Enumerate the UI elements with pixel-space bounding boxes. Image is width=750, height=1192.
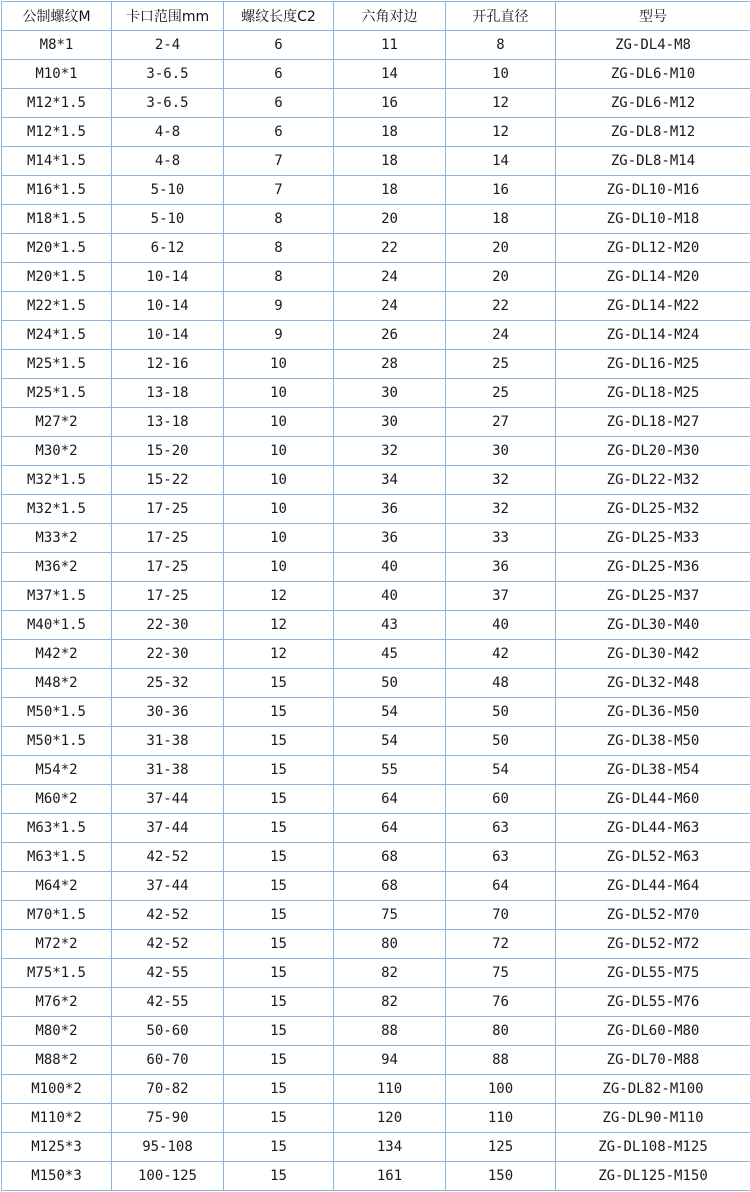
cell-clamp-range: 70-82 [112, 1075, 224, 1104]
cell-hex-size: 32 [334, 437, 446, 466]
cell-model: ZG-DL38-M54 [556, 756, 750, 785]
cell-hex-size: 34 [334, 466, 446, 495]
table-row [2, 205, 750, 234]
cell-clamp-range: 3-6.5 [112, 89, 224, 118]
table-row [2, 1075, 750, 1104]
cell-model: ZG-DL44-M64 [556, 872, 750, 901]
cell-hex-size: 18 [334, 176, 446, 205]
cell-model: ZG-DL16-M25 [556, 350, 750, 379]
cell-hole-diameter: 64 [446, 872, 556, 901]
cell-clamp-range: 15-20 [112, 437, 224, 466]
cell-hole-diameter: 8 [446, 31, 556, 60]
cell-model: ZG-DL25-M37 [556, 582, 750, 611]
cell-hole-diameter: 12 [446, 118, 556, 147]
cell-thread: M12*1.5 [2, 89, 112, 118]
cell-thread: M42*2 [2, 640, 112, 669]
cell-model: ZG-DL8-M12 [556, 118, 750, 147]
table-row [2, 321, 750, 350]
cell-clamp-range: 37-44 [112, 872, 224, 901]
cell-thread: M40*1.5 [2, 611, 112, 640]
cell-hex-size: 82 [334, 959, 446, 988]
cell-clamp-range: 4-8 [112, 147, 224, 176]
cell-thread: M25*1.5 [2, 379, 112, 408]
cell-thread-length: 9 [224, 321, 334, 350]
cell-thread-length: 15 [224, 785, 334, 814]
table-row [2, 1104, 750, 1133]
cell-thread-length: 8 [224, 205, 334, 234]
cell-clamp-range: 15-22 [112, 466, 224, 495]
cell-thread: M70*1.5 [2, 901, 112, 930]
cell-model: ZG-DL108-M125 [556, 1133, 750, 1162]
table-row [2, 640, 750, 669]
cell-thread: M88*2 [2, 1046, 112, 1075]
cell-clamp-range: 10-14 [112, 263, 224, 292]
cell-hex-size: 110 [334, 1075, 446, 1104]
cell-clamp-range: 42-52 [112, 843, 224, 872]
cell-hex-size: 134 [334, 1133, 446, 1162]
cell-hole-diameter: 50 [446, 727, 556, 756]
cell-thread-length: 8 [224, 263, 334, 292]
cell-model: ZG-DL20-M30 [556, 437, 750, 466]
cell-hex-size: 30 [334, 408, 446, 437]
cell-thread: M16*1.5 [2, 176, 112, 205]
cell-thread: M50*1.5 [2, 727, 112, 756]
cell-thread-length: 15 [224, 727, 334, 756]
cell-model: ZG-DL44-M60 [556, 785, 750, 814]
cell-thread-length: 15 [224, 872, 334, 901]
cell-hole-diameter: 14 [446, 147, 556, 176]
cell-clamp-range: 4-8 [112, 118, 224, 147]
cell-thread: M48*2 [2, 669, 112, 698]
cell-clamp-range: 3-6.5 [112, 60, 224, 89]
cell-model: ZG-DL44-M63 [556, 814, 750, 843]
cell-clamp-range: 17-25 [112, 553, 224, 582]
cell-model: ZG-DL125-M150 [556, 1162, 750, 1191]
cell-thread: M8*1 [2, 31, 112, 60]
cell-thread-length: 10 [224, 466, 334, 495]
cell-thread-length: 10 [224, 553, 334, 582]
cell-model: ZG-DL38-M50 [556, 727, 750, 756]
table-row [2, 263, 750, 292]
table-row [2, 901, 750, 930]
cell-model: ZG-DL90-M110 [556, 1104, 750, 1133]
cell-thread: M27*2 [2, 408, 112, 437]
cell-hex-size: 54 [334, 727, 446, 756]
cell-clamp-range: 95-108 [112, 1133, 224, 1162]
cell-thread-length: 15 [224, 988, 334, 1017]
cell-thread: M100*2 [2, 1075, 112, 1104]
cell-hex-size: 43 [334, 611, 446, 640]
cell-model: ZG-DL6-M10 [556, 60, 750, 89]
cell-thread-length: 15 [224, 814, 334, 843]
cell-hole-diameter: 24 [446, 321, 556, 350]
cell-clamp-range: 37-44 [112, 785, 224, 814]
cell-model: ZG-DL25-M36 [556, 553, 750, 582]
cell-thread: M10*1 [2, 60, 112, 89]
cell-hole-diameter: 25 [446, 379, 556, 408]
table-row [2, 31, 750, 60]
cell-hex-size: 64 [334, 785, 446, 814]
cell-hole-diameter: 30 [446, 437, 556, 466]
table-row [2, 843, 750, 872]
cell-thread: M150*3 [2, 1162, 112, 1191]
cell-hole-diameter: 110 [446, 1104, 556, 1133]
cell-hole-diameter: 36 [446, 553, 556, 582]
cell-thread-length: 15 [224, 698, 334, 727]
cell-hole-diameter: 10 [446, 60, 556, 89]
cell-thread-length: 15 [224, 1162, 334, 1191]
cell-model: ZG-DL25-M32 [556, 495, 750, 524]
cell-hex-size: 68 [334, 872, 446, 901]
cell-clamp-range: 10-14 [112, 321, 224, 350]
cell-model: ZG-DL14-M20 [556, 263, 750, 292]
table-row [2, 756, 750, 785]
cell-thread: M36*2 [2, 553, 112, 582]
cell-model: ZG-DL14-M22 [556, 292, 750, 321]
table-row [2, 988, 750, 1017]
table-row [2, 1162, 750, 1191]
cell-clamp-range: 42-55 [112, 959, 224, 988]
cell-clamp-range: 31-38 [112, 727, 224, 756]
cell-thread-length: 15 [224, 901, 334, 930]
cell-clamp-range: 17-25 [112, 582, 224, 611]
cell-thread: M20*1.5 [2, 234, 112, 263]
header-clamp-range: 卡口范围mm [112, 2, 224, 31]
table-row [2, 495, 750, 524]
cell-hole-diameter: 18 [446, 205, 556, 234]
cell-hole-diameter: 20 [446, 234, 556, 263]
cell-hex-size: 18 [334, 147, 446, 176]
cell-hole-diameter: 37 [446, 582, 556, 611]
header-model: 型号 [556, 2, 750, 31]
cell-thread: M24*1.5 [2, 321, 112, 350]
cell-hex-size: 28 [334, 350, 446, 379]
table-row [2, 350, 750, 379]
cell-thread: M50*1.5 [2, 698, 112, 727]
cell-thread-length: 15 [224, 1075, 334, 1104]
cell-thread-length: 12 [224, 582, 334, 611]
cell-clamp-range: 13-18 [112, 379, 224, 408]
spec-table [1, 1, 750, 1191]
cell-clamp-range: 5-10 [112, 205, 224, 234]
cell-hex-size: 161 [334, 1162, 446, 1191]
cell-model: ZG-DL30-M42 [556, 640, 750, 669]
cell-thread-length: 15 [224, 756, 334, 785]
cell-hole-diameter: 27 [446, 408, 556, 437]
cell-thread: M14*1.5 [2, 147, 112, 176]
cell-thread-length: 15 [224, 930, 334, 959]
cell-hole-diameter: 76 [446, 988, 556, 1017]
cell-clamp-range: 37-44 [112, 814, 224, 843]
table-row [2, 292, 750, 321]
cell-hex-size: 24 [334, 263, 446, 292]
cell-hole-diameter: 40 [446, 611, 556, 640]
cell-thread: M25*1.5 [2, 350, 112, 379]
cell-thread-length: 10 [224, 350, 334, 379]
cell-hex-size: 20 [334, 205, 446, 234]
cell-model: ZG-DL55-M76 [556, 988, 750, 1017]
cell-hole-diameter: 32 [446, 466, 556, 495]
cell-thread: M76*2 [2, 988, 112, 1017]
header-hex-size: 六角对边 [334, 2, 446, 31]
cell-thread-length: 12 [224, 611, 334, 640]
table-row [2, 959, 750, 988]
cell-hole-diameter: 150 [446, 1162, 556, 1191]
cell-hole-diameter: 88 [446, 1046, 556, 1075]
cell-clamp-range: 6-12 [112, 234, 224, 263]
cell-thread-length: 7 [224, 147, 334, 176]
cell-thread: M32*1.5 [2, 495, 112, 524]
cell-thread: M33*2 [2, 524, 112, 553]
cell-hole-diameter: 60 [446, 785, 556, 814]
cell-model: ZG-DL32-M48 [556, 669, 750, 698]
table-row [2, 669, 750, 698]
cell-model: ZG-DL10-M16 [556, 176, 750, 205]
cell-model: ZG-DL18-M27 [556, 408, 750, 437]
cell-clamp-range: 5-10 [112, 176, 224, 205]
cell-hole-diameter: 12 [446, 89, 556, 118]
cell-thread: M60*2 [2, 785, 112, 814]
cell-hex-size: 40 [334, 553, 446, 582]
cell-thread: M18*1.5 [2, 205, 112, 234]
cell-clamp-range: 2-4 [112, 31, 224, 60]
table-row [2, 466, 750, 495]
cell-model: ZG-DL52-M63 [556, 843, 750, 872]
cell-model: ZG-DL60-M80 [556, 1017, 750, 1046]
table-row [2, 379, 750, 408]
cell-thread: M63*1.5 [2, 843, 112, 872]
table-row [2, 814, 750, 843]
table-row [2, 698, 750, 727]
cell-clamp-range: 25-32 [112, 669, 224, 698]
cell-hole-diameter: 42 [446, 640, 556, 669]
table-row [2, 872, 750, 901]
cell-hex-size: 64 [334, 814, 446, 843]
cell-hex-size: 45 [334, 640, 446, 669]
cell-hole-diameter: 20 [446, 263, 556, 292]
cell-clamp-range: 42-52 [112, 930, 224, 959]
cell-model: ZG-DL22-M32 [556, 466, 750, 495]
cell-clamp-range: 22-30 [112, 640, 224, 669]
cell-thread-length: 10 [224, 495, 334, 524]
cell-hex-size: 18 [334, 118, 446, 147]
cell-clamp-range: 75-90 [112, 1104, 224, 1133]
cell-thread-length: 6 [224, 31, 334, 60]
table-row [2, 118, 750, 147]
table-row [2, 408, 750, 437]
cell-hex-size: 94 [334, 1046, 446, 1075]
table-body [2, 31, 750, 1191]
cell-hex-size: 40 [334, 582, 446, 611]
cell-model: ZG-DL8-M14 [556, 147, 750, 176]
cell-model: ZG-DL55-M75 [556, 959, 750, 988]
cell-model: ZG-DL82-M100 [556, 1075, 750, 1104]
cell-hex-size: 24 [334, 292, 446, 321]
cell-thread-length: 9 [224, 292, 334, 321]
table-row [2, 1017, 750, 1046]
cell-hex-size: 36 [334, 495, 446, 524]
cell-thread: M12*1.5 [2, 118, 112, 147]
cell-hex-size: 14 [334, 60, 446, 89]
table-row [2, 727, 750, 756]
cell-hex-size: 54 [334, 698, 446, 727]
cell-hole-diameter: 70 [446, 901, 556, 930]
cell-thread-length: 6 [224, 89, 334, 118]
cell-clamp-range: 12-16 [112, 350, 224, 379]
table-row [2, 437, 750, 466]
table-row [2, 582, 750, 611]
cell-thread: M125*3 [2, 1133, 112, 1162]
cell-model: ZG-DL4-M8 [556, 31, 750, 60]
cell-hole-diameter: 16 [446, 176, 556, 205]
header-thread-length: 螺纹长度C2 [224, 2, 334, 31]
cell-hex-size: 26 [334, 321, 446, 350]
cell-clamp-range: 60-70 [112, 1046, 224, 1075]
cell-hole-diameter: 125 [446, 1133, 556, 1162]
cell-thread-length: 15 [224, 1046, 334, 1075]
cell-model: ZG-DL52-M72 [556, 930, 750, 959]
header-row [2, 2, 750, 31]
cell-thread-length: 15 [224, 1133, 334, 1162]
table-row [2, 176, 750, 205]
cell-hex-size: 11 [334, 31, 446, 60]
cell-hole-diameter: 50 [446, 698, 556, 727]
cell-hole-diameter: 33 [446, 524, 556, 553]
cell-thread: M54*2 [2, 756, 112, 785]
table-row [2, 60, 750, 89]
cell-clamp-range: 42-52 [112, 901, 224, 930]
cell-clamp-range: 31-38 [112, 756, 224, 785]
table-row [2, 611, 750, 640]
cell-hole-diameter: 72 [446, 930, 556, 959]
cell-clamp-range: 22-30 [112, 611, 224, 640]
cell-thread-length: 10 [224, 524, 334, 553]
cell-hex-size: 16 [334, 89, 446, 118]
cell-thread-length: 10 [224, 379, 334, 408]
cell-hex-size: 80 [334, 930, 446, 959]
cell-hole-diameter: 75 [446, 959, 556, 988]
cell-thread: M30*2 [2, 437, 112, 466]
cell-thread: M22*1.5 [2, 292, 112, 321]
cell-thread-length: 15 [224, 843, 334, 872]
cell-hole-diameter: 80 [446, 1017, 556, 1046]
table-row [2, 553, 750, 582]
cell-model: ZG-DL25-M33 [556, 524, 750, 553]
cell-thread: M63*1.5 [2, 814, 112, 843]
cell-thread-length: 15 [224, 669, 334, 698]
cell-thread: M20*1.5 [2, 263, 112, 292]
cell-hole-diameter: 48 [446, 669, 556, 698]
cell-clamp-range: 17-25 [112, 524, 224, 553]
table-row [2, 89, 750, 118]
cell-thread: M37*1.5 [2, 582, 112, 611]
cell-thread-length: 10 [224, 408, 334, 437]
cell-clamp-range: 42-55 [112, 988, 224, 1017]
table-row [2, 147, 750, 176]
cell-thread-length: 15 [224, 959, 334, 988]
cell-thread: M80*2 [2, 1017, 112, 1046]
cell-hex-size: 30 [334, 379, 446, 408]
cell-model: ZG-DL12-M20 [556, 234, 750, 263]
cell-thread-length: 10 [224, 437, 334, 466]
cell-clamp-range: 13-18 [112, 408, 224, 437]
cell-model: ZG-DL10-M18 [556, 205, 750, 234]
cell-hole-diameter: 63 [446, 843, 556, 872]
cell-model: ZG-DL36-M50 [556, 698, 750, 727]
cell-hex-size: 36 [334, 524, 446, 553]
cell-thread-length: 15 [224, 1017, 334, 1046]
cell-clamp-range: 30-36 [112, 698, 224, 727]
table-row [2, 1046, 750, 1075]
cell-clamp-range: 17-25 [112, 495, 224, 524]
cell-thread-length: 6 [224, 60, 334, 89]
cell-thread-length: 12 [224, 640, 334, 669]
cell-hole-diameter: 22 [446, 292, 556, 321]
cell-clamp-range: 50-60 [112, 1017, 224, 1046]
cell-model: ZG-DL18-M25 [556, 379, 750, 408]
cell-thread-length: 8 [224, 234, 334, 263]
cell-model: ZG-DL30-M40 [556, 611, 750, 640]
cell-thread-length: 15 [224, 1104, 334, 1133]
cell-hole-diameter: 25 [446, 350, 556, 379]
cell-thread: M75*1.5 [2, 959, 112, 988]
table-row [2, 930, 750, 959]
header-hole-diameter: 开孔直径 [446, 2, 556, 31]
cell-thread: M32*1.5 [2, 466, 112, 495]
cell-hex-size: 88 [334, 1017, 446, 1046]
cell-thread: M110*2 [2, 1104, 112, 1133]
cell-model: ZG-DL70-M88 [556, 1046, 750, 1075]
cell-hex-size: 82 [334, 988, 446, 1017]
header-thread: 公制螺纹M [2, 2, 112, 31]
cell-thread: M64*2 [2, 872, 112, 901]
cell-hex-size: 68 [334, 843, 446, 872]
cell-clamp-range: 10-14 [112, 292, 224, 321]
cell-hole-diameter: 100 [446, 1075, 556, 1104]
cell-thread: M72*2 [2, 930, 112, 959]
cell-model: ZG-DL6-M12 [556, 89, 750, 118]
table-row [2, 524, 750, 553]
cell-model: ZG-DL52-M70 [556, 901, 750, 930]
cell-thread-length: 6 [224, 118, 334, 147]
cell-hex-size: 55 [334, 756, 446, 785]
cell-hex-size: 120 [334, 1104, 446, 1133]
table-row [2, 234, 750, 263]
cell-hex-size: 75 [334, 901, 446, 930]
cell-hole-diameter: 32 [446, 495, 556, 524]
cell-hex-size: 22 [334, 234, 446, 263]
table-row [2, 785, 750, 814]
table-row [2, 1133, 750, 1162]
cell-hole-diameter: 63 [446, 814, 556, 843]
cell-model: ZG-DL14-M24 [556, 321, 750, 350]
cell-hex-size: 50 [334, 669, 446, 698]
cell-hole-diameter: 54 [446, 756, 556, 785]
cell-clamp-range: 100-125 [112, 1162, 224, 1191]
cell-thread-length: 7 [224, 176, 334, 205]
